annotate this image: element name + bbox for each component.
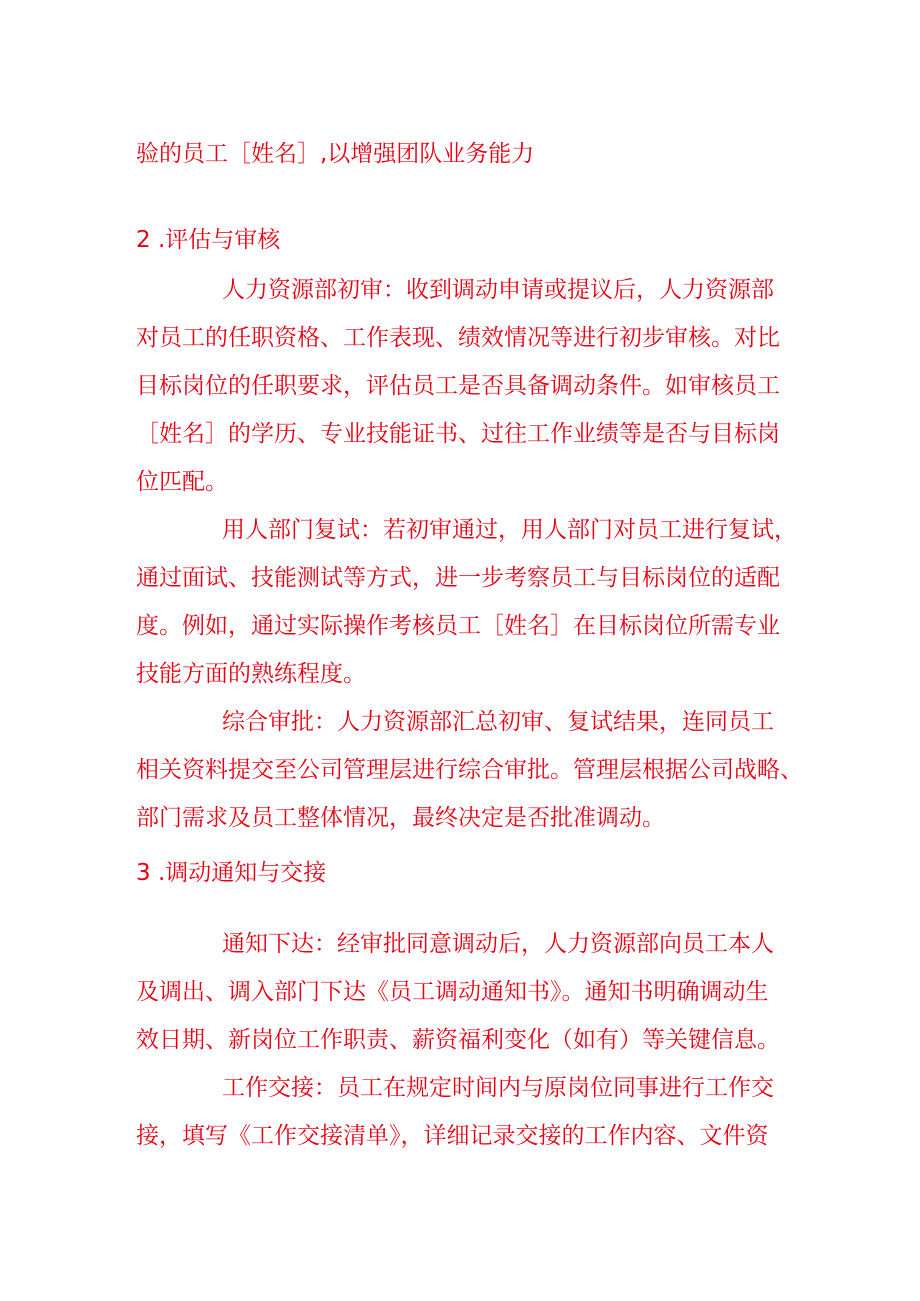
section2-para2-line1: 用人部门复试：若初审通过，用人部门对员工进行复试， — [222, 517, 797, 543]
section3-para2-line1: 工作交接：员工在规定时间内与原岗位同事进行工作交 — [222, 1075, 774, 1101]
section2-para3-line3: 部门需求及员工整体情况，最终决定是否批准调动。 — [136, 805, 665, 831]
section2-heading: 2 .评估与审核 — [136, 227, 281, 253]
section2-para1-line3: 目标岗位的任职要求，评估员工是否具备调动条件。如审核员工 — [136, 373, 780, 399]
section2-para1-line5: 位匹配。 — [136, 469, 228, 495]
section2-para2-line3: 度。例如，通过实际操作考核员工［姓名］在目标岗位所需专业 — [136, 613, 780, 639]
section3-para1-line1: 通知下达：经审批同意调动后，人力资源部向员工本人 — [222, 931, 774, 957]
section2-para3-line2: 相关资料提交至公司管理层进行综合审批。管理层根据公司战略、 — [136, 757, 803, 783]
section2-para1-line2: 对员工的任职资格、工作表现、绩效情况等进行初步审核。对比 — [136, 325, 780, 351]
section3-heading: 3 .调动通知与交接 — [136, 860, 327, 886]
intro-tail-line: 验的员工［姓名］,以增强团队业务能力 — [136, 141, 535, 167]
section3-para2-line2: 接，填写《工作交接清单》，详细记录交接的工作内容、文件资 — [136, 1123, 769, 1149]
section2-para3-line1: 综合审批：人力资源部汇总初审、复试结果，连同员工 — [222, 709, 774, 735]
section3-para1-line2: 及调出、调入部门下达《员工调动通知书》。通知书明确调动生 — [136, 979, 769, 1005]
section2-para2-line4: 技能方面的熟练程度。 — [136, 661, 366, 687]
section3-para1-line3: 效日期、新岗位工作职责、薪资福利变化（如有）等关键信息。 — [136, 1027, 780, 1053]
section2-para1-line1: 人力资源部初审：收到调动申请或提议后，人力资源部 — [222, 277, 774, 303]
section2-para2-line2: 通过面试、技能测试等方式，进一步考察员工与目标岗位的适配 — [136, 565, 780, 591]
section2-para1-line4: ［姓名］的学历、专业技能证书、过往工作业绩等是否与目标岗 — [136, 421, 780, 447]
